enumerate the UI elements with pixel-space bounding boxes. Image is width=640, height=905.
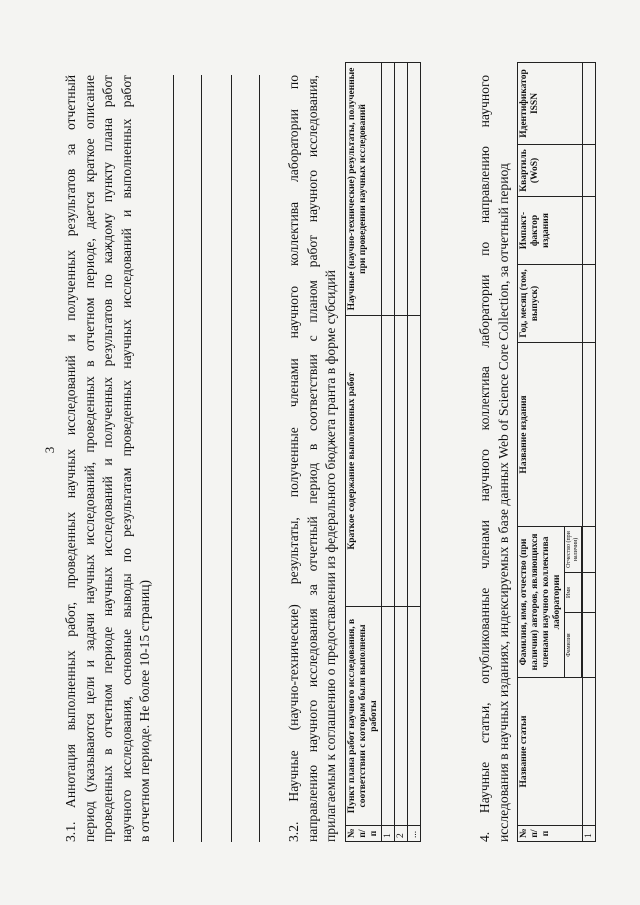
table-row [382,63,395,842]
section-3-1-annotation [62,75,155,842]
blank-answer-line [231,75,232,842]
table-cell [583,678,596,826]
table-cell [583,573,596,613]
table-cell [583,264,596,342]
blank-answer-line [259,75,260,842]
table-cell [395,607,408,826]
row-number: 1 [382,826,395,842]
text-line: направлению научного исследования за отчетный период в соответствии с планом работ научного исследования, [304,75,320,842]
column-header-quartile: Квартиль (WoS) [518,144,583,196]
table-cell [382,607,395,826]
row-number: 1 [583,826,596,842]
text-line: прилагаемым к соглашению о предоставлении из федерального бюджета гранта в форме субсидий [323,270,338,842]
table-cell [395,63,408,316]
table-cell [583,526,596,572]
table-header-row [346,63,382,842]
text-line: 3.2. Научные (научно-технические) результаты, полученные членами научного коллектива лаборатории по [286,75,301,842]
text-line: период (указываются цели и задачи научных исследований, проведенных в отчетном периоде, дается краткое описание [81,75,97,842]
column-header-authors: Фамилия, имя, отчество (при наличии) авторов, являющихся членами научного коллектива лаборатории [518,526,565,677]
table-cell [583,342,596,526]
text-line: в отчетном периоде. Не более 10-15 страниц) [137,580,152,842]
column-header-issn: Идентификатор ISSN [518,62,583,144]
column-header-number: № п/п [346,826,382,842]
table-cell [408,316,421,607]
column-header-impact-factor: Импакт-фактор издания [518,196,583,264]
column-header-surname: Фамилия [565,613,582,678]
blank-answer-line [173,75,174,842]
table-row [583,62,596,841]
articles-table [517,62,596,842]
column-header-patronymic: Отчество (при наличии) [565,526,582,572]
column-header-article-title: Название статьи [518,678,583,826]
results-table [345,62,421,842]
table-cell [395,316,408,607]
table-header-row [518,62,565,841]
text-line: 4. Научные статьи, опубликованные членами научного коллектива лаборатории по направлению научного [477,75,492,842]
section-3-2-heading [285,75,341,842]
row-number: ... [408,826,421,842]
column-header-work-summary: Краткое содержание выполненных работ [346,316,382,607]
table-cell [382,316,395,607]
table-cell [583,62,596,144]
table-row [408,63,421,842]
table-cell [583,613,596,678]
column-header-year: Год, месяц (том, выпуск) [518,264,583,342]
table-cell [583,144,596,196]
column-header-name: Имя [565,573,582,613]
text-line: 3.1. Аннотация выполненных работ, проведенных научных исследований и полученных результатов за отчетный [63,75,78,842]
table-cell [408,63,421,316]
blank-answer-line [201,75,202,842]
column-header-plan-item: Пункт плана работ научного исследования, в соответствии с которым были выполнены работы [346,607,382,826]
text-line: исследования в научных изданиях, индексируемых в базе данных Web of Science Core Collection, за отчетный период [495,163,511,842]
page-number: 3 [42,446,57,454]
column-header-number: № п/п [518,826,583,842]
table-row [395,63,408,842]
row-number: 2 [395,826,408,842]
table-cell [408,607,421,826]
table-cell [583,196,596,264]
section-4-heading [476,75,513,842]
text-line: проведенных в отчетном периоде научных исследований и полученных результатов по каждому пункту плана работ [100,75,115,842]
column-header-journal: Название издания [518,342,583,526]
column-header-results: Научные (научно-технические) результаты, полученные при проведении научных исследований [346,63,382,316]
text-line: научного исследования, основные выводы по результатам проведенных научных исследований и выполненных работ [118,75,134,842]
table-cell [382,63,395,316]
